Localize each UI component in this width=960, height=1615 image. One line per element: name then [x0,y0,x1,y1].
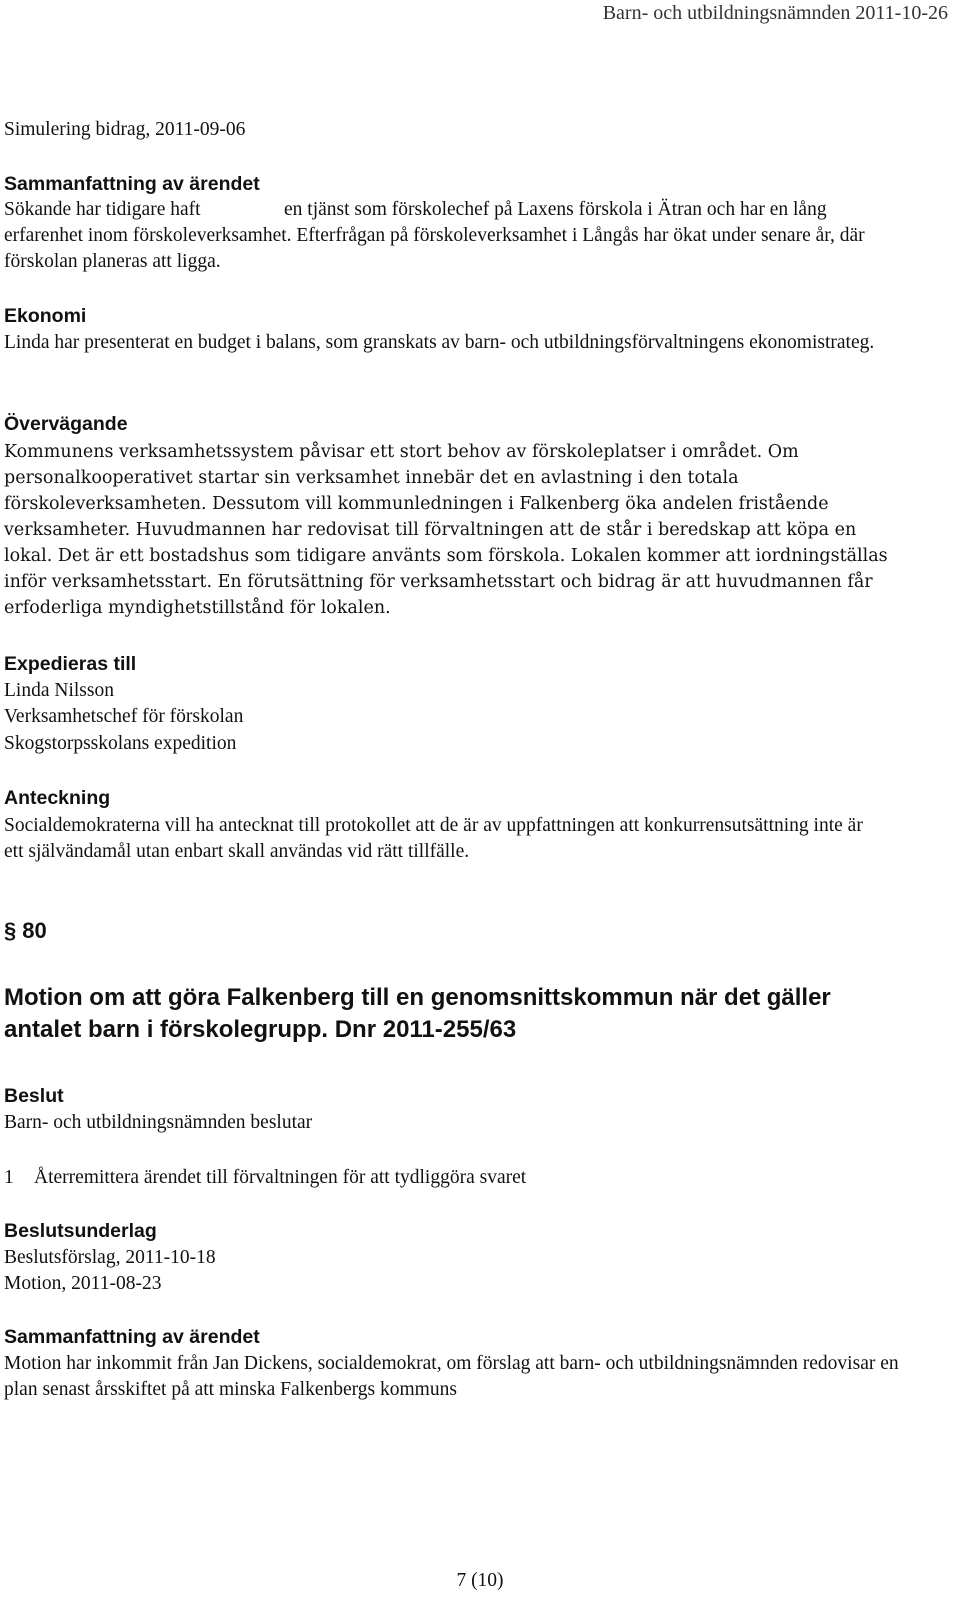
section-symbol: § [4,918,17,943]
summary2-text: Motion har inkommit från Jan Dickens, socialdemokrat, om förslag att barn- och utbildningsnämnden redovisar en plan senast årsskiftet på att minska Falkenbergs kommuns [4,1353,899,1400]
decision-heading: Beslut [4,1085,64,1107]
decision-item-number: 1 [4,1167,14,1188]
summary2-heading: Sammanfattning av ärendet [4,1326,260,1348]
page-number: 7 (10) [456,1570,504,1591]
decision-intro: Barn- och utbildningsnämnden beslutar [4,1112,313,1133]
economy-text: Linda har presenterat en budget i balans, som granskats av barn- och utbildningsförvaltningens ekonomistrateg. [4,332,875,353]
economy-heading: Ekonomi [4,305,87,327]
running-header: Barn- och utbildningsnämnden 2011-10-26 [602,2,948,24]
basis-line: Beslutsförslag, 2011-10-18 [4,1247,216,1268]
summary-heading: Sammanfattning av ärendet [4,173,260,195]
summary-text: erfarenhet inom förskoleverksamhet. Efterfrågan på förskoleverksamhet i Långås har ökat under senare år, där förskolan planeras att ligga. [4,225,865,272]
basis-line: Motion, 2011-08-23 [4,1273,162,1294]
section-number-value: 80 [22,918,47,943]
summary-line-end: en tjänst som förskolechef på Laxens förskola i Ätran och har en lång [284,199,827,220]
simulation-line: Simulering bidrag, 2011-09-06 [4,119,246,140]
section-number [4,918,47,944]
note-heading: Anteckning [4,787,111,809]
summary-first-line [4,197,934,223]
dispatch-line: Verksamhetschef för förskolan [4,706,244,727]
consideration-text: Kommunens verksamhetssystem påvisar ett stort behov av förskoleplatser i området. Om personalkooperativet startar sin verksamhet innebär det en avlastning i den totala förskoleverksamheten. Dessutom vill kommunledningen i Falkenberg öka andelen fristående verksamheter. Huvudmannen har redovisat till förvaltningen att de står i beredskap att köpa en lokal. Det är ett bostadshus som tidigare använts som förskola. Lokalen kommer att iordningställas inför verksamhetsstart. En förutsättning för verksamhetsstart och bidrag är att huvudmannen får erfoderliga myndighetstillstånd för lokalen. [4,442,888,618]
dispatch-line: Skogstorpsskolans expedition [4,733,237,754]
motion-title: Motion om att göra Falkenberg till en genomsnittskommun när det gäller antalet barn i förskolegrupp. Dnr 2011-255/63 [4,984,831,1043]
dispatch-heading: Expedieras till [4,653,137,675]
consideration-heading: Övervägande [4,413,128,435]
dispatch-line: Linda Nilsson [4,680,114,701]
summary-line-start: Sökande har tidigare haft [4,199,201,220]
decision-item-text: Återremittera ärendet till förvaltningen för att tydliggöra svaret [34,1167,527,1188]
decision-item [4,1165,904,1191]
basis-heading: Beslutsunderlag [4,1220,157,1242]
note-text: Socialdemokraterna vill ha antecknat till protokollet att de är av uppfattningen att konkurrensutsättning inte är ett självändamål utan enbart skall användas vid rätt tillfälle. [4,815,863,862]
